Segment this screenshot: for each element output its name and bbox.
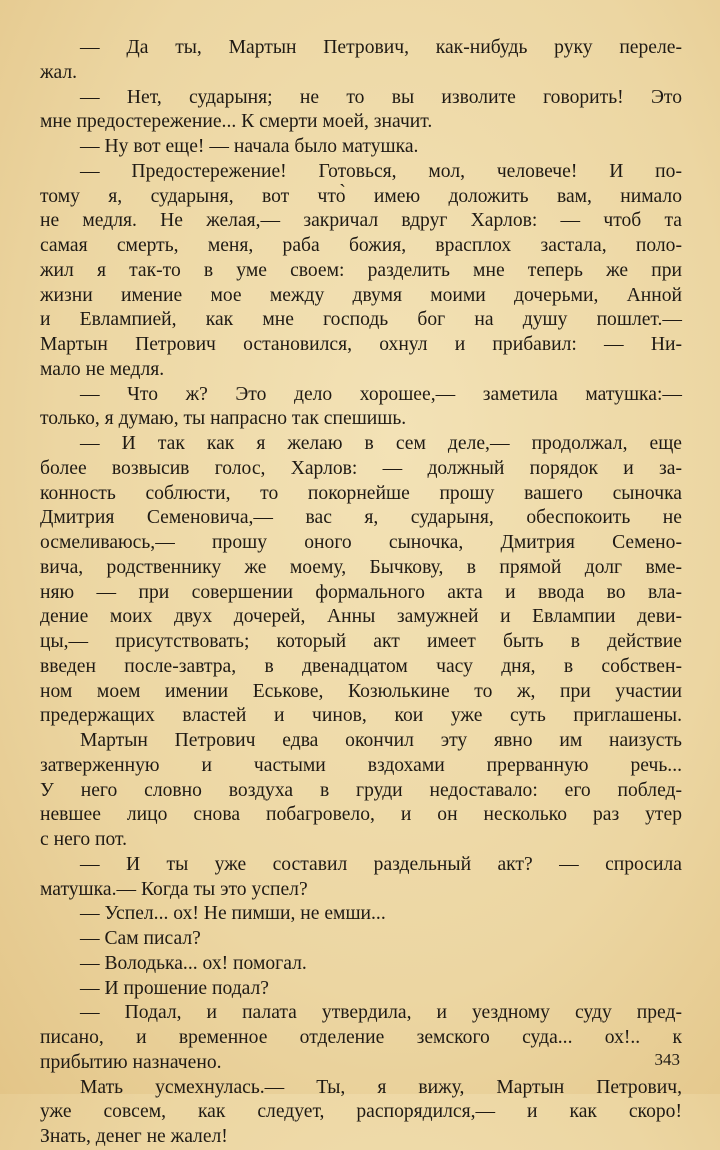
text-line: — Да ты, Мартын Петрович, как-нибудь руку переле- (80, 37, 682, 58)
text-line: самая смерть, меня, раба божия, врасплох застала, поло- (40, 235, 682, 256)
text-line: введен после-завтра, в двенадцатом часу дня, в собствен- (40, 655, 682, 677)
text-line: жизни имение мое между двумя моими дочерьми, Анной (40, 284, 682, 306)
text-line: писано, и временное отделение земского суда... ох!.. к (40, 1027, 682, 1048)
page-number: 343 (654, 1050, 680, 1069)
text-line: не медля. Не желая,— закричал вдруг Харлов: — чтоб та (40, 210, 682, 232)
text-line: осмеливаюсь,— прошу оного сыночка, Дмитрия Семено- (40, 532, 682, 553)
text-line: — Нет, сударыня; не то вы изволите говорить! Это (80, 86, 682, 108)
text-line: — И ты уже составил раздельный акт? — спросила (80, 853, 682, 875)
text-line: тому я, сударыня, вот что̀ имею доложить вам, нимало (40, 185, 682, 207)
text-line: ном моем имении Еськове, Козюлькине то ж, при участии (40, 680, 682, 702)
text-line: Мартын Петрович едва окончил эту явно им наизусть (80, 730, 682, 751)
text-line: — Ну вот еще! — начала было матушка. (80, 136, 419, 157)
text-line: и Евлампией, как мне господь бог на душу пошлет.— (40, 309, 682, 331)
text-line: Дмитрия Семеновича,— вас я, сударыня, обеспокоить не (40, 507, 682, 529)
text-line: предержащих властей и чинов, кои уже суть приглашены. (40, 705, 682, 727)
text-line: конность соблюсти, то покорнейше прошу вашего сыночка (40, 482, 682, 504)
text-line: — Володька... ох! помогал. (80, 952, 307, 974)
text-line: прибытию назначено. (40, 1051, 222, 1073)
text-line: — Успел... ох! Не пимши, не емши... (80, 903, 386, 925)
text-line: уже совсем, как следует, распорядился,— и как скоро! (40, 1101, 682, 1123)
text-line: вича, родственнику же моему, Бычкову, в прямой долг вме- (40, 556, 682, 578)
text-line: невшее лицо снова побагровело, и он несколько раз утер (40, 804, 682, 826)
text-line: дение моих двух дочерей, Анны замужней и Евлампии деви- (40, 606, 682, 628)
text-line: только, я думаю, ты напрасно так спешишь. (40, 408, 407, 430)
text-line: матушка.— Когда ты это успел? (40, 878, 308, 900)
text-line: затверженную и частыми вздохами прерванную речь... (40, 754, 682, 776)
text-line: с него пот. (40, 829, 128, 850)
text-line: Мать усмехнулась.— Ты, я вижу, Мартын Петрович, (80, 1076, 682, 1098)
text-line: — И прошение подал? (80, 977, 270, 999)
text-line: — И так как я желаю в сем деле,— продолжал, еще (80, 433, 682, 454)
text-line: более возвысив голос, Харлов: — должный порядок и за- (40, 457, 682, 479)
text-line: няю — при совершении формального акта и ввода во вла- (40, 581, 682, 603)
body-text (40, 36, 682, 1150)
text-line: — Сам писал? (80, 928, 201, 949)
text-line: цы,— присутствовать; который акт имеет быть в действие (40, 631, 682, 652)
text-line: жил я так-то в уме своем: разделить мне теперь же при (40, 259, 682, 281)
text-line: Мартын Петрович остановился, охнул и прибавил: — Ни- (40, 334, 682, 355)
text-line: — Предостережение! Готовься, мол, человече! И по- (80, 160, 682, 182)
text-line: — Что ж? Это дело хорошее,— заметила матушка:— (80, 383, 682, 405)
text-line: Знать, денег не жалел! (40, 1126, 228, 1147)
text-line: жал. (40, 61, 78, 83)
text-line: мне предостережение... К смерти моей, значит. (40, 111, 433, 133)
text-line: — Подал, и палата утвердила, и уездному суду пред- (80, 1002, 682, 1024)
text-line: мало не медля. (40, 358, 165, 380)
text-line: У него словно воздуха в груди недоставало: его поблед- (40, 779, 682, 801)
